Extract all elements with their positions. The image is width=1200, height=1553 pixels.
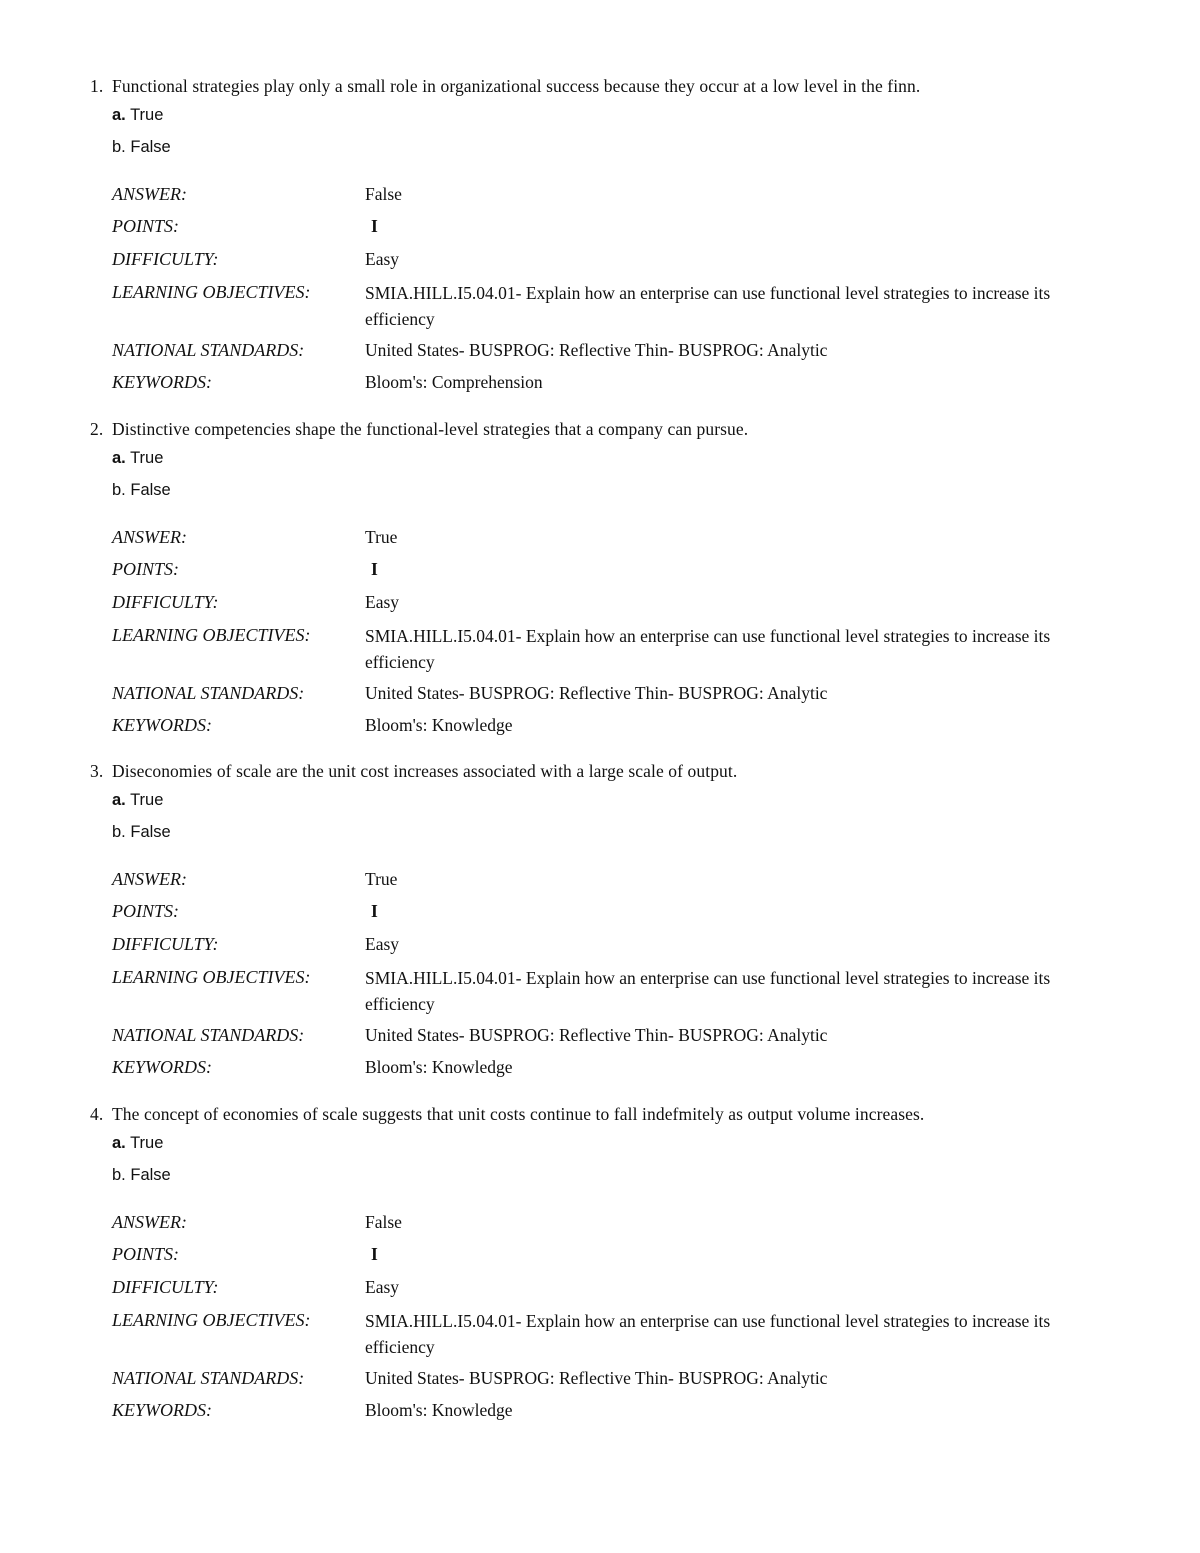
answer-label: ANSWER:	[112, 869, 187, 889]
question-stem: Diseconomies of scale are the unit cost increases associated with a large scale of output.	[112, 761, 738, 781]
question-item	[0, 685, 1200, 1077]
points-value: I	[371, 1244, 378, 1264]
points-value: I	[371, 559, 378, 579]
option-a-text: True	[130, 1134, 164, 1152]
option-b-text: False	[130, 481, 171, 499]
points-label: POINTS:	[112, 559, 179, 579]
question-item	[0, 0, 1200, 392]
national-standards-value: United States- BUSPROG: Reflective Thin- BUSPROG: Analytic	[365, 340, 828, 360]
points-label: POINTS:	[112, 1244, 179, 1264]
points-label: POINTS:	[112, 216, 179, 236]
question-text	[90, 1104, 924, 1125]
answer-value: False	[365, 1212, 402, 1232]
keywords-label: KEYWORDS:	[112, 1057, 212, 1077]
difficulty-value: Easy	[365, 934, 400, 954]
option-b	[112, 823, 171, 842]
question-number: 2.	[90, 419, 104, 439]
learning-objectives-value: SMIA.HILL.I5.04.01- Explain how an enterprise can use functional level strategies to increase its efficiency	[365, 1311, 1051, 1357]
learning-objectives-label: LEARNING OBJECTIVES:	[112, 1310, 311, 1330]
keywords-value: Bloom's: Knowledge	[365, 1057, 513, 1077]
answer-value: True	[365, 869, 398, 889]
difficulty-value: Easy	[365, 249, 400, 269]
question-item	[0, 1028, 1200, 1420]
option-b-text: False	[130, 1166, 171, 1184]
national-standards-label: NATIONAL STANDARDS:	[112, 1025, 305, 1045]
question-number: 1.	[90, 76, 104, 96]
keywords-value: Bloom's: Knowledge	[365, 715, 513, 735]
difficulty-value: Easy	[365, 592, 400, 612]
points-value: I	[371, 216, 378, 236]
option-b-letter: b.	[112, 138, 126, 156]
keywords-value: Bloom's: Knowledge	[365, 1400, 513, 1420]
learning-objectives-value: SMIA.HILL.I5.04.01- Explain how an enterprise can use functional level strategies to increase its efficiency	[365, 626, 1051, 672]
option-a-letter: a.	[112, 106, 126, 124]
option-a-text: True	[130, 449, 164, 467]
answer-value: False	[365, 184, 402, 204]
national-standards-label: NATIONAL STANDARDS:	[112, 683, 305, 703]
option-b-text: False	[130, 823, 171, 841]
answer-label: ANSWER:	[112, 1212, 187, 1232]
question-number: 3.	[90, 761, 104, 781]
difficulty-value: Easy	[365, 1277, 400, 1297]
option-b-letter: b.	[112, 481, 126, 499]
answer-value: True	[365, 527, 398, 547]
question-text	[90, 761, 737, 782]
option-a-letter: a.	[112, 791, 126, 809]
question-text	[90, 419, 748, 440]
question-stem: Functional strategies play only a small role in organizational success because they occur at a low level in the finn.	[112, 76, 921, 96]
learning-objectives-label: LEARNING OBJECTIVES:	[112, 625, 311, 645]
option-a-letter: a.	[112, 1134, 126, 1152]
difficulty-label: DIFFICULTY:	[112, 592, 219, 612]
points-label: POINTS:	[112, 901, 179, 921]
learning-objectives-label: LEARNING OBJECTIVES:	[112, 282, 311, 302]
points-value: I	[371, 901, 378, 921]
difficulty-label: DIFFICULTY:	[112, 249, 219, 269]
option-a	[112, 449, 163, 468]
keywords-label: KEYWORDS:	[112, 1400, 212, 1420]
national-standards-value: United States- BUSPROG: Reflective Thin- BUSPROG: Analytic	[365, 1025, 828, 1045]
option-a	[112, 106, 163, 125]
answer-label: ANSWER:	[112, 527, 187, 547]
keywords-value: Bloom's: Comprehension	[365, 372, 543, 392]
keywords-label: KEYWORDS:	[112, 715, 212, 735]
keywords-label: KEYWORDS:	[112, 372, 212, 392]
option-b-text: False	[130, 138, 171, 156]
learning-objectives-value: SMIA.HILL.I5.04.01- Explain how an enterprise can use functional level strategies to increase its efficiency	[365, 283, 1051, 329]
question-number: 4.	[90, 1104, 104, 1124]
answer-label: ANSWER:	[112, 184, 187, 204]
national-standards-label: NATIONAL STANDARDS:	[112, 1368, 305, 1388]
option-a	[112, 791, 163, 810]
learning-objectives-label: LEARNING OBJECTIVES:	[112, 967, 311, 987]
learning-objectives-value: SMIA.HILL.I5.04.01- Explain how an enterprise can use functional level strategies to increase its efficiency	[365, 968, 1051, 1014]
difficulty-label: DIFFICULTY:	[112, 1277, 219, 1297]
question-text	[90, 76, 920, 97]
question-stem: The concept of economies of scale suggests that unit costs continue to fall indefmitely as output volume increases.	[112, 1104, 925, 1124]
option-a-text: True	[130, 106, 164, 124]
national-standards-value: United States- BUSPROG: Reflective Thin- BUSPROG: Analytic	[365, 683, 828, 703]
option-b	[112, 138, 171, 157]
option-a	[112, 1134, 163, 1153]
difficulty-label: DIFFICULTY:	[112, 934, 219, 954]
option-b	[112, 481, 171, 500]
national-standards-label: NATIONAL STANDARDS:	[112, 340, 305, 360]
national-standards-value: United States- BUSPROG: Reflective Thin- BUSPROG: Analytic	[365, 1368, 828, 1388]
option-b	[112, 1166, 171, 1185]
option-b-letter: b.	[112, 823, 126, 841]
option-a-text: True	[130, 791, 164, 809]
option-b-letter: b.	[112, 1166, 126, 1184]
option-a-letter: a.	[112, 449, 126, 467]
question-item	[0, 343, 1200, 735]
question-stem: Distinctive competencies shape the functional-level strategies that a company can pursue.	[112, 419, 749, 439]
